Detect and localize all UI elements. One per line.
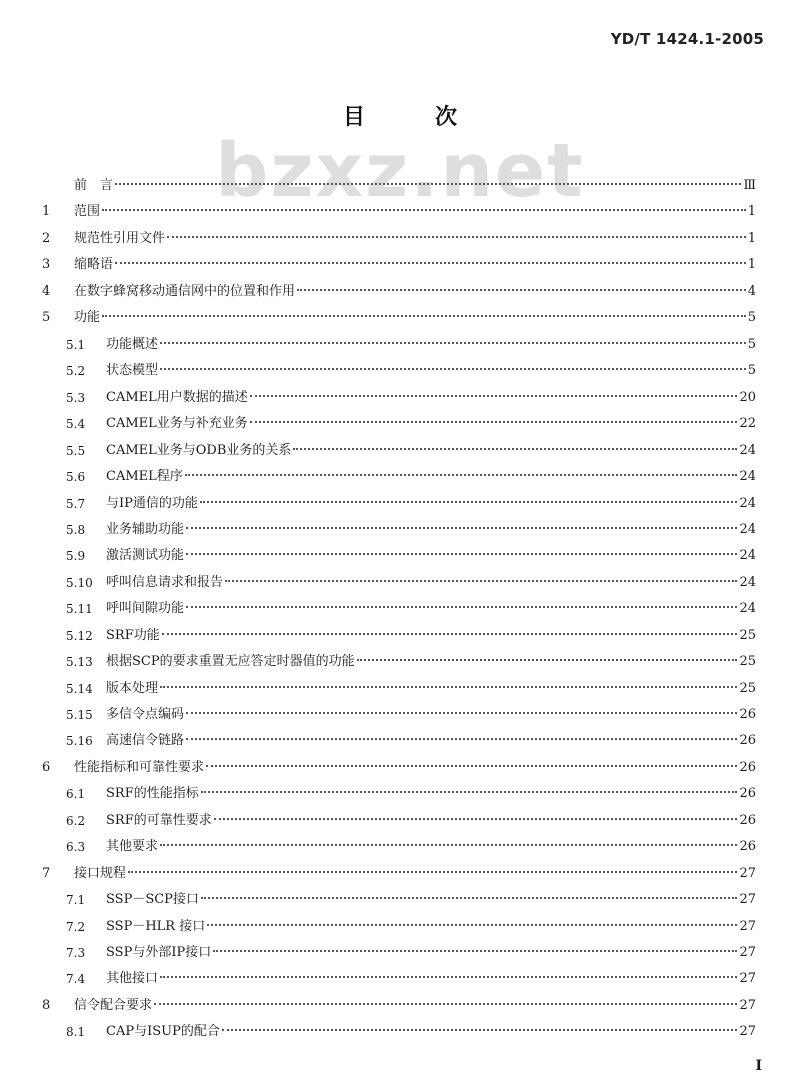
toc-entry[interactable] bbox=[0, 1022, 800, 1048]
toc-entry-line bbox=[106, 546, 756, 566]
toc-entry[interactable] bbox=[0, 996, 800, 1022]
toc-entry-line bbox=[106, 943, 756, 963]
toc-entry-line bbox=[106, 731, 756, 751]
toc-entry-title: 规范性引用文件 bbox=[74, 231, 166, 246]
toc-entry[interactable] bbox=[0, 388, 800, 414]
toc-entry-title: 其他要求 bbox=[106, 839, 159, 854]
toc-title-char-2: 次 bbox=[435, 105, 458, 130]
toc-entry[interactable] bbox=[0, 414, 800, 440]
toc-entry[interactable] bbox=[0, 705, 800, 731]
dot-leader bbox=[214, 818, 738, 820]
toc-entry[interactable] bbox=[0, 494, 800, 520]
toc-entry-line bbox=[106, 811, 756, 831]
toc-entry-title: 信令配合要求 bbox=[74, 998, 153, 1013]
dot-leader bbox=[250, 395, 738, 397]
toc-entry-page: Ⅲ bbox=[743, 178, 756, 193]
toc-entry-page: 25 bbox=[739, 681, 756, 696]
toc-entry[interactable] bbox=[0, 573, 800, 599]
toc-entry-page: 4 bbox=[747, 284, 756, 299]
toc-entry[interactable] bbox=[0, 784, 800, 810]
toc-entry-title: CAMEL业务与ODB业务的关系 bbox=[106, 443, 292, 458]
toc-entry-number: 7.2 bbox=[66, 920, 86, 934]
toc-entry-number: 8.1 bbox=[66, 1025, 86, 1039]
toc-entry-number: 3 bbox=[42, 257, 51, 272]
dot-leader bbox=[200, 501, 738, 503]
dot-leader bbox=[293, 448, 737, 450]
toc-entry-page: 27 bbox=[739, 945, 756, 960]
toc-entry[interactable] bbox=[0, 467, 800, 493]
toc-entry-number: 7.4 bbox=[66, 972, 86, 986]
toc-entry[interactable] bbox=[0, 308, 800, 334]
toc-entry-number: 5 bbox=[42, 310, 51, 325]
toc-entry-number: 5.10 bbox=[66, 576, 93, 590]
toc-entry-title: 版本处理 bbox=[106, 681, 159, 696]
toc-entry-page: 20 bbox=[739, 390, 756, 405]
toc-entry[interactable] bbox=[0, 361, 800, 387]
toc-entry-title: SSP与外部IP接口 bbox=[106, 945, 212, 960]
toc-entry-title: 状态模型 bbox=[106, 363, 159, 378]
dot-leader bbox=[206, 765, 737, 767]
toc-entry-title: 根据SCP的要求重置无应答定时器值的功能 bbox=[106, 654, 355, 669]
toc-entry[interactable] bbox=[0, 890, 800, 916]
toc-entry-number: 6.2 bbox=[66, 814, 86, 828]
toc-entry-line bbox=[74, 255, 756, 275]
toc-entry-title: 业务辅助功能 bbox=[106, 522, 185, 537]
toc-entry-page: 26 bbox=[739, 733, 756, 748]
toc-entry[interactable] bbox=[0, 546, 800, 572]
document-code: YD/T 1424.1-2005 bbox=[610, 30, 764, 48]
toc-entry-page: 24 bbox=[739, 469, 756, 484]
dot-leader bbox=[222, 1029, 738, 1031]
dot-leader bbox=[160, 368, 746, 370]
dot-leader bbox=[154, 1003, 737, 1005]
toc-entry-page: 25 bbox=[739, 654, 756, 669]
toc-entry[interactable] bbox=[0, 626, 800, 652]
dot-leader bbox=[160, 976, 737, 978]
toc-title bbox=[0, 100, 800, 131]
toc-entry-line bbox=[106, 917, 756, 937]
toc-entry-line bbox=[106, 969, 756, 989]
toc-entry-title: 前 言 bbox=[74, 178, 114, 193]
toc-entry-page: 26 bbox=[739, 707, 756, 722]
toc-entry-page: 22 bbox=[739, 416, 756, 431]
toc-entry-line bbox=[106, 784, 756, 804]
toc-entry-number: 6 bbox=[42, 760, 51, 775]
toc-entry-number: 2 bbox=[42, 231, 51, 246]
toc-entry-line bbox=[106, 890, 756, 910]
toc-entry-title: SRF功能 bbox=[106, 628, 160, 643]
toc-entry-title: 激活测试功能 bbox=[106, 548, 185, 563]
toc-entry-line bbox=[106, 1022, 756, 1042]
toc-entry[interactable] bbox=[0, 917, 800, 943]
toc-entry-page: 26 bbox=[739, 813, 756, 828]
toc-entry-title: 与IP通信的功能 bbox=[106, 496, 198, 511]
toc-entry-title: SSP－HLR 接口 bbox=[106, 919, 206, 934]
toc-entry-page: 27 bbox=[739, 919, 756, 934]
dot-leader bbox=[213, 950, 737, 952]
toc-entry-line bbox=[106, 414, 756, 434]
toc-entry-page: 27 bbox=[739, 1024, 756, 1039]
dot-leader bbox=[201, 791, 738, 793]
toc-entry-line bbox=[106, 573, 756, 593]
toc-entry-line bbox=[106, 837, 756, 857]
toc-entry-number: 5.5 bbox=[66, 444, 86, 458]
toc-entry-page: 24 bbox=[739, 601, 756, 616]
toc-entry-title: CAMEL程序 bbox=[106, 469, 183, 484]
dot-leader bbox=[297, 289, 746, 291]
toc-entry-title: SSP－SCP接口 bbox=[106, 892, 199, 907]
toc-entry-line bbox=[106, 441, 756, 461]
toc-entry[interactable] bbox=[0, 758, 800, 784]
toc-entry-page: 5 bbox=[747, 310, 756, 325]
toc-entry[interactable] bbox=[0, 255, 800, 281]
toc-entry-page: 27 bbox=[739, 971, 756, 986]
toc-entry-page: 25 bbox=[739, 628, 756, 643]
toc-entry-page: 1 bbox=[747, 257, 756, 272]
toc-entry[interactable] bbox=[0, 864, 800, 890]
toc-entry[interactable] bbox=[0, 811, 800, 837]
dot-leader bbox=[185, 474, 738, 476]
toc-entry-number: 5.6 bbox=[66, 470, 86, 484]
toc-entry[interactable] bbox=[0, 520, 800, 546]
dot-leader bbox=[186, 606, 737, 608]
dot-leader bbox=[186, 712, 737, 714]
toc-entry-title: 接口规程 bbox=[74, 866, 127, 881]
toc-entry-line bbox=[106, 335, 756, 355]
toc-entry-page: 26 bbox=[739, 760, 756, 775]
toc-entry-page: 27 bbox=[739, 998, 756, 1013]
toc-entry-page: 1 bbox=[747, 231, 756, 246]
toc-entry-line bbox=[106, 679, 756, 699]
page-number: I bbox=[755, 1058, 762, 1074]
dot-leader bbox=[186, 527, 737, 529]
toc-entry-page: 1 bbox=[747, 204, 756, 219]
toc-entry[interactable] bbox=[0, 335, 800, 361]
dot-leader bbox=[115, 262, 746, 264]
toc-entry-page: 24 bbox=[739, 522, 756, 537]
toc-entry-title: 功能 bbox=[74, 310, 101, 325]
toc-entry-number: 5.1 bbox=[66, 338, 86, 352]
toc-entry-number: 5.14 bbox=[66, 682, 93, 696]
dot-leader bbox=[186, 553, 737, 555]
toc-entry-number: 7.3 bbox=[66, 946, 86, 960]
dot-leader bbox=[201, 897, 738, 899]
toc-entry-page: 24 bbox=[739, 548, 756, 563]
toc-entry[interactable] bbox=[0, 943, 800, 969]
dot-leader bbox=[207, 924, 737, 926]
toc-entry-title: 在数字蜂窝移动通信网中的位置和作用 bbox=[74, 284, 296, 299]
toc-entry-number: 5.11 bbox=[66, 602, 93, 616]
toc-entry-page: 24 bbox=[739, 496, 756, 511]
toc-entry-title: SRF的可靠性要求 bbox=[106, 813, 212, 828]
dot-leader bbox=[160, 342, 746, 344]
toc-entry-title: CAMEL业务与补充业务 bbox=[106, 416, 248, 431]
toc-entry[interactable] bbox=[0, 731, 800, 757]
toc-entry-line bbox=[74, 308, 756, 328]
toc-entry-page: 24 bbox=[739, 575, 756, 590]
toc-entry-number: 5.13 bbox=[66, 655, 93, 669]
toc-entry-number: 7.1 bbox=[66, 893, 86, 907]
toc-entry[interactable] bbox=[0, 599, 800, 625]
dot-leader bbox=[162, 633, 738, 635]
toc-entry-line bbox=[74, 864, 756, 884]
toc-entry-line bbox=[74, 229, 756, 249]
toc-entry-number: 5.4 bbox=[66, 417, 86, 431]
toc-entry[interactable] bbox=[0, 652, 800, 678]
toc-entry-page: 24 bbox=[739, 443, 756, 458]
toc-entry-number: 4 bbox=[42, 284, 51, 299]
toc-entry-number: 6.3 bbox=[66, 840, 86, 854]
toc-entry-line bbox=[106, 388, 756, 408]
toc-entry-line bbox=[74, 996, 756, 1016]
dot-leader bbox=[115, 183, 741, 185]
dot-leader bbox=[167, 236, 746, 238]
dot-leader bbox=[225, 580, 737, 582]
toc-entry-title: 呼叫信息请求和报告 bbox=[106, 575, 224, 590]
toc-entry-title: 缩略语 bbox=[74, 257, 114, 272]
toc-entry[interactable] bbox=[0, 441, 800, 467]
toc-entry-number: 5.8 bbox=[66, 523, 86, 537]
dot-leader bbox=[102, 209, 746, 211]
toc-entry-number: 5.2 bbox=[66, 364, 86, 378]
dot-leader bbox=[186, 738, 737, 740]
toc-entry-number: 8 bbox=[42, 998, 51, 1013]
toc-entry-title: 其他接口 bbox=[106, 971, 159, 986]
toc-entry-title: 功能概述 bbox=[106, 337, 159, 352]
toc-entry[interactable] bbox=[0, 202, 800, 228]
toc-entry-line bbox=[106, 467, 756, 487]
toc-entry[interactable] bbox=[0, 969, 800, 995]
toc-entry-line bbox=[74, 202, 756, 222]
dot-leader bbox=[128, 871, 737, 873]
toc-entry-page: 26 bbox=[739, 786, 756, 801]
toc-entry-number: 1 bbox=[42, 204, 51, 219]
toc-entry-page: 27 bbox=[739, 866, 756, 881]
toc-entry-number: 5.3 bbox=[66, 391, 86, 405]
toc-entry-title: 多信令点编码 bbox=[106, 707, 185, 722]
toc-entry-number: 5.16 bbox=[66, 734, 93, 748]
toc-entry-page: 26 bbox=[739, 839, 756, 854]
toc-entry-number: 5.12 bbox=[66, 629, 93, 643]
toc-entry-page: 27 bbox=[739, 892, 756, 907]
toc-entry-line bbox=[74, 176, 756, 196]
toc-entry-number: 5.9 bbox=[66, 549, 86, 563]
toc-entry-title: SRF的性能指标 bbox=[106, 786, 199, 801]
toc-title-char-1: 目 bbox=[342, 105, 365, 130]
toc-entry-title: CAP与ISUP的配合 bbox=[106, 1024, 220, 1039]
dot-leader bbox=[160, 844, 737, 846]
toc-entry[interactable] bbox=[0, 229, 800, 255]
dot-leader bbox=[102, 315, 746, 317]
toc-entry[interactable] bbox=[0, 837, 800, 863]
toc-entry-number: 6.1 bbox=[66, 787, 86, 801]
toc-entry[interactable] bbox=[0, 176, 800, 202]
toc-entry-page: 5 bbox=[747, 363, 756, 378]
toc-entry-line bbox=[106, 652, 756, 672]
toc-entry-line bbox=[106, 520, 756, 540]
toc-entry-line bbox=[106, 494, 756, 514]
dot-leader bbox=[357, 659, 738, 661]
toc-entry-line bbox=[74, 282, 756, 302]
toc-entry-line bbox=[74, 758, 756, 778]
dot-leader bbox=[250, 421, 738, 423]
toc-entry-number: 5.7 bbox=[66, 497, 86, 511]
toc-entry-number: 7 bbox=[42, 866, 51, 881]
toc-entry-line bbox=[106, 361, 756, 381]
toc-entry-title: 高速信令链路 bbox=[106, 733, 185, 748]
toc-entry-title: CAMEL用户数据的描述 bbox=[106, 390, 248, 405]
toc-entry-line bbox=[106, 626, 756, 646]
toc-entry-page: 5 bbox=[747, 337, 756, 352]
dot-leader bbox=[160, 686, 737, 688]
toc-entry-title: 范围 bbox=[74, 204, 101, 219]
toc-entry[interactable] bbox=[0, 679, 800, 705]
toc-entry[interactable] bbox=[0, 282, 800, 308]
toc-entry-title: 性能指标和可靠性要求 bbox=[74, 760, 205, 775]
toc-entry-number: 5.15 bbox=[66, 708, 93, 722]
toc-entry-title: 呼叫间隙功能 bbox=[106, 601, 185, 616]
watermark: bzxz.net bbox=[215, 128, 585, 214]
toc-entry-line bbox=[106, 599, 756, 619]
toc-entry-line bbox=[106, 705, 756, 725]
